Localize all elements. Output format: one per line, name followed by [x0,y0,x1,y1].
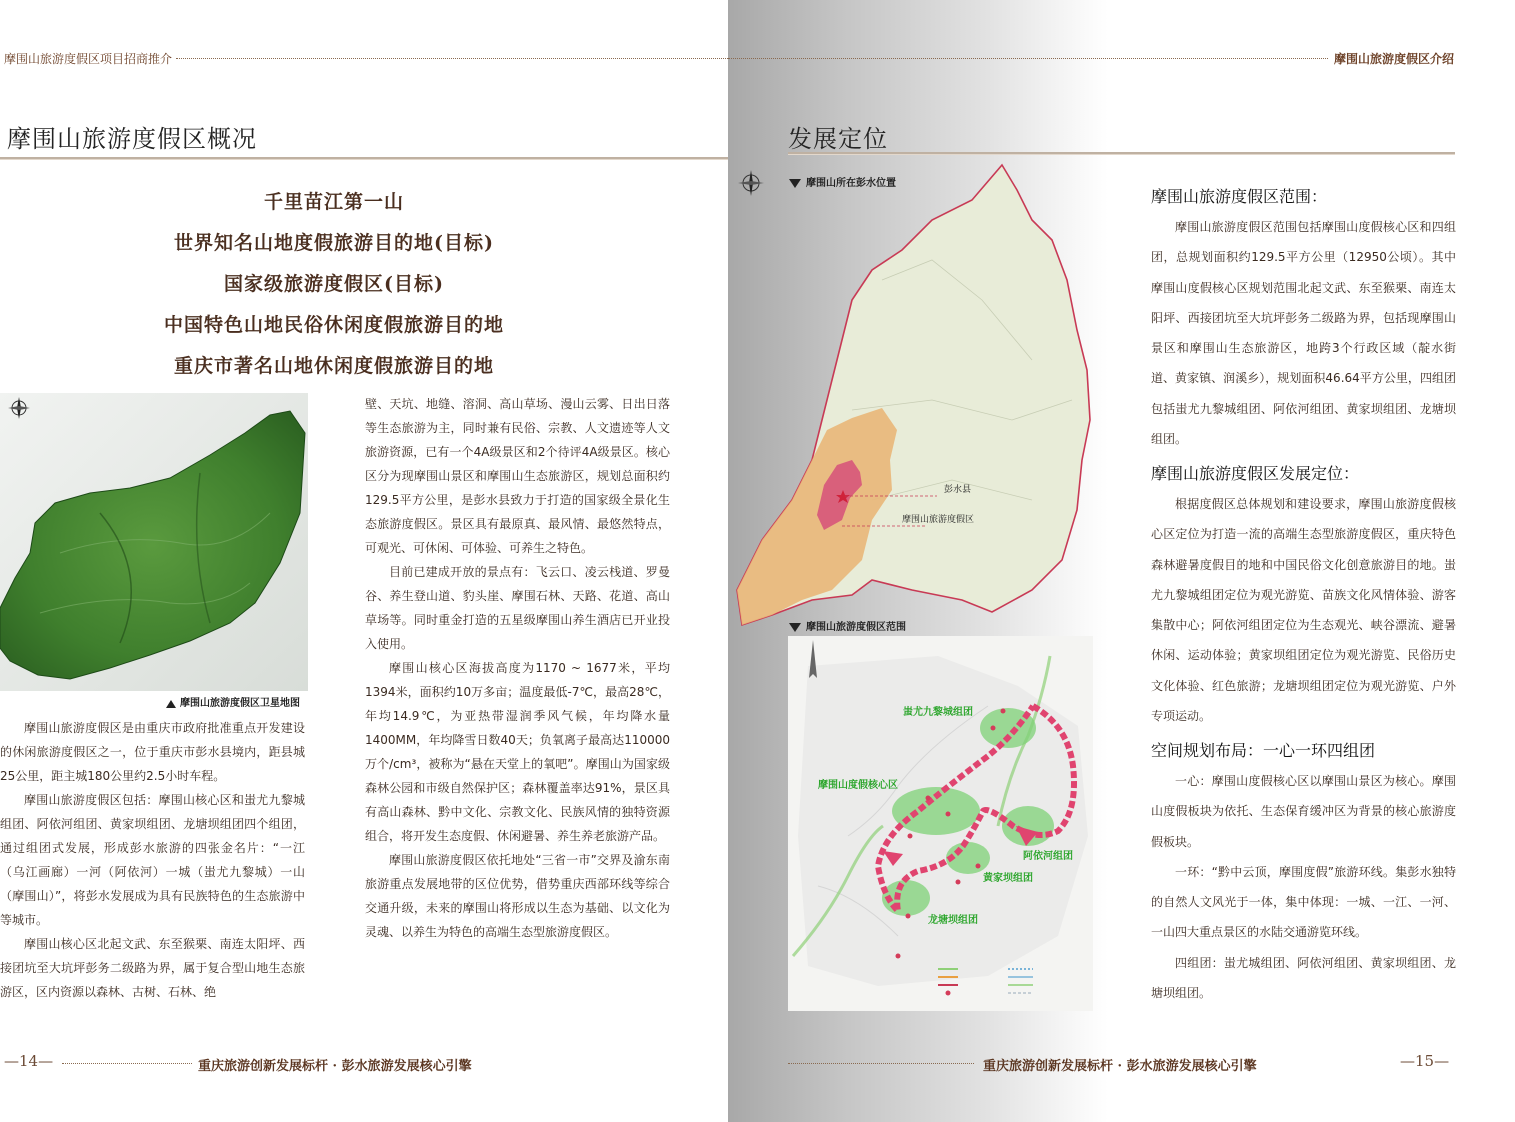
right-section-title: 发展定位 [788,125,888,153]
slogan-5: 重庆市著名山地休闲度假旅游目的地 [173,355,494,377]
paragraph: 摩围山旅游度假区是由重庆市政府批准重点开发建设的休闲旅游度假区之一，位于重庆市彭水县境内，距县城25公里，距主城180公里约2.5小时车程。 [0,721,305,783]
range-body [1151,212,1456,454]
left-section-title: 摩围山旅游度假区概况 [7,125,257,153]
layout-body [1151,766,1456,1008]
right-footer: 重庆旅游创新发展标杆 · 彭水旅游发展核心引擎 [983,1059,1257,1074]
slogan-2: 世界知名山地度假旅游目的地(目标) [174,232,494,254]
range-map-caption: 摩围山旅游度假区范围 [789,618,906,633]
range-heading: 摩围山旅游度假区范围： [1151,187,1328,206]
resort-label: 摩围山旅游度假区 [902,515,975,525]
paragraph: 四组团：蚩尤城组团、阿依河组团、黄家坝组团、龙塘坝组团。 [1151,955,1456,1001]
paragraph: 摩围山核心区北起文武、东至猴栗、南连太阳坪、西接团坑至大坑坪彭务二级路为界，属于复合型山地生态旅游区，区内资源以森林、古树、石林、绝 [0,937,305,999]
triangle-down-icon [789,623,801,632]
huangjiaba-label: 黄家坝组团 [983,873,1033,884]
positioning-heading: 摩围山旅游度假区发展定位： [1151,464,1360,483]
left-page [0,0,728,1122]
slogan-1: 千里苗江第一山 [263,191,404,213]
chiyou-label: 蚩尤九黎城组团 [903,707,973,718]
left-body-column-2 [365,392,670,944]
page-number-left: —14— [4,1052,54,1070]
right-header: 摩围山旅游度假区介绍 [1334,52,1455,66]
paragraph: 摩围山旅游度假区依托地处“三省一市”交界及渝东南旅游重点发展地带的区位优势，借势重庆西部环线等综合交通升级，未来的摩围山将形成以生态为基础、以文化为灵魂、以养生为特色的高端生态型旅游度假区。 [365,853,670,939]
ayihe-label: 阿依河组团 [1023,851,1073,862]
layout-heading: 空间规划布局：一心一环四组团 [1151,741,1376,760]
left-footer: 重庆旅游创新发展标杆 · 彭水旅游发展核心引擎 [198,1059,472,1074]
slogan-3: 国家级旅游度假区(目标) [224,273,444,295]
positioning-body [1151,489,1456,731]
longtangba-label: 龙塘坝组团 [928,915,978,926]
paragraph: 一心：摩围山度假核心区以摩围山景区为核心。摩围山度假板块为依托、生态保育缓冲区为背景的核心旅游度假板块。 [1151,774,1456,849]
paragraph: 一环：“黔中云顶，摩围度假”旅游环线。集彭水独特的自然人文风光于一体，集中体现：一城、一江、一河、一山四大重点景区的水陆交通游览环线。 [1151,864,1456,940]
north-arrow-icon [808,640,818,680]
left-header: 摩围山旅游度假区项目招商推介 [4,52,173,66]
paragraph: 根据度假区总体规划和建设要求，摩围山旅游度假核心区定位为打造一流的高端生态型旅游度假区，重庆特色森林避暑度假目的地和中国民俗文化创意旅游目的地。蚩尤九黎城组团定位为观光游览、苗族文化风情体验、游客集散中心；阿依河组团定位为生态观光、峡谷漂流、避暑休闲、运动体验；黄家坝组团定位为观光游览、民俗历史文化体验、红色旅游；龙塘坝组团定位为观光游览、户外专项运动。 [1151,497,1456,724]
right-page [728,0,1515,1122]
paragraph: 摩围山核心区海拔高度为1170 ~ 1677米，平均1394米，面积约10万多亩；温度最低-7℃，最高28℃，年均14.9℃，为亚热带湿润季风气候，年均降水量1400MM，年均降雪日数40天；负氧离子最高达110000万个/cm³，被称为“悬在天堂上的氧吧”。摩围山为国家级森林公园和市级自然保护区；森林覆盖率达91%，景区具有高山森林、黔中文化、宗教文化、民族风情的独特资源组合，将开发生态度假、休闲避暑、养生养老旅游产品。 [365,661,670,843]
paragraph: 壁、天坑、地缝、溶洞、高山草场、漫山云雾、日出日落等生态旅游为主，同时兼有民俗、宗教、人文遗迹等人文旅游资源，已有一个4A级景区和2个待评4A级景区。核心区分为现摩围山景区和摩围山生态旅游区，规划总面积约129.5平方公里，是彭水县致力于打造的国家级全景化生态旅游度假区。景区具有最原真、最风情、最悠然特点，可观光、可休闲、可体验、可养生之特色。 [365,397,670,555]
title-rule [0,157,728,160]
core-label: 摩围山度假核心区 [818,780,898,791]
paragraph: 摩围山旅游度假区包括：摩围山核心区和蚩尤九黎城组团、阿依河组团、黄家坝组团、龙塘坝组团四个组团，通过组团式发展，形成彭水旅游的四张金名片：“一江（乌江画廊）一河（阿依河）一城（蚩尤九黎城）一山（摩围山）”，将彭水发展成为具有民族特色的生态旅游中等城市。 [0,793,305,927]
slogan-4: 中国特色山地民俗休闲度假旅游目的地 [163,314,504,336]
satellite-map [0,393,308,691]
header-divider [176,58,728,59]
location-map-caption: 摩围山所在彭水位置 [789,174,896,189]
county-location-map [732,160,1092,630]
paragraph: 目前已建成开放的景点有：飞云口、凌云栈道、罗曼谷、养生登山道、豹头崖、摩围石林、天路、花道、高山草场等。同时重金打造的五星级摩围山养生酒店已开业投入使用。 [365,565,670,651]
title-rule [788,152,1455,155]
satellite-map-caption: 摩围山旅游度假区卫星地图 [166,694,300,709]
footer-divider [62,1063,192,1064]
left-body-column-1 [0,716,305,1004]
header-divider [728,58,1328,59]
page-number-right: —15— [1400,1052,1450,1070]
triangle-up-icon [166,700,176,708]
county-label: 彭水县 [944,485,972,495]
paragraph: 摩围山旅游度假区范围包括摩围山度假核心区和四组团，总规划面积约129.5平方公里（12950公顷）。其中摩围山度假核心区规划范围北起文武、东至猴栗、南连太阳坪、西接团坑至大坑坪彭务二级路为界，包括现摩围山景区和摩围山生态旅游区，地跨3个行政区域（靛水街道、黄家镇、润溪乡），规划面积46.64平方公里，四组团包括蚩尤九黎城组团、阿依河组团、黄家坝组团、龙塘坝组团。 [1151,220,1456,447]
footer-divider [788,1063,974,1064]
resort-range-map [788,636,1093,1011]
